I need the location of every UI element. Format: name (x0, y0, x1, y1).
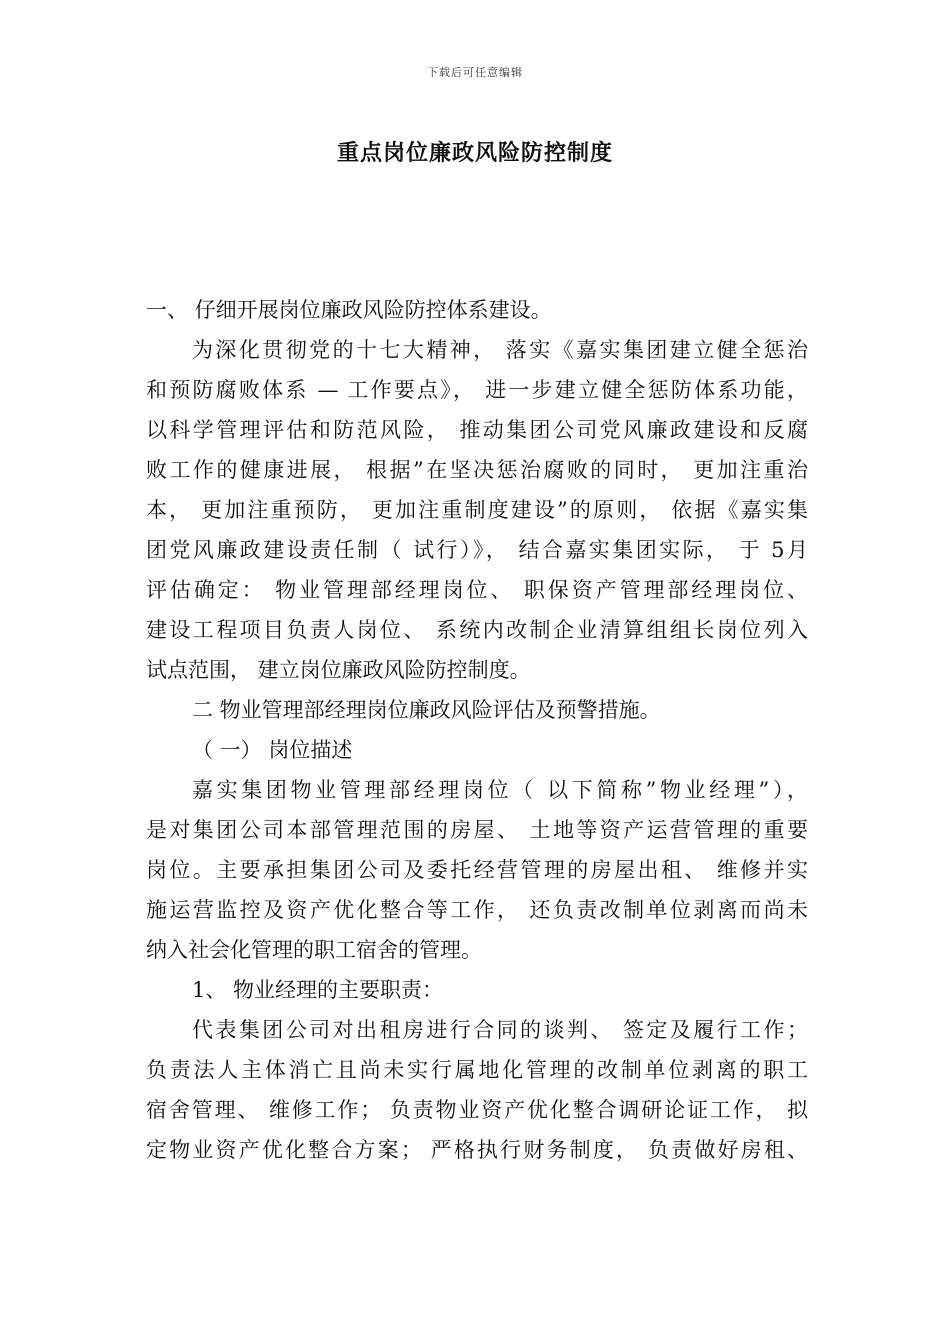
paragraph-line: 宿舍管理、 维修工作； 负责物业资产优化整合调研论证工作， 拟 (146, 1098, 808, 1122)
paragraph-line: 评估确定： 物业管理部经理岗位、 职保资产管理部经理岗位、 (146, 578, 808, 602)
paragraph-line: 嘉实集团物业管理部经理岗位（ 以下简称”物业经理”）， (192, 778, 808, 802)
paragraph-line: 负责法人主体消亡且尚未实行属地化管理的改制单位剥离的职工 (146, 1058, 808, 1082)
paragraph-line: 为深化贯彻党的十七大精神， 落实《嘉实集团建立健全惩治 (192, 338, 808, 362)
paragraph-line: 一、 仔细开展岗位廉政风险防控体系建设。 (146, 298, 552, 322)
document-body (146, 290, 808, 1170)
paragraph-line: 岗位。主要承担集团公司及委托经营管理的房屋出租、 维修并实 (146, 858, 808, 882)
paragraph-line: 败工作的健康进展， 根据”在坚决惩治腐败的同时， 更加注重治 (146, 458, 808, 482)
document-title: 重点岗位廉政风险防控制度 (336, 141, 613, 166)
paragraph-line: （ 一） 岗位描述 (192, 738, 353, 762)
header-note: 下载后可任意编辑 (427, 66, 523, 79)
paragraph-line: 1、 物业经理的主要职责： (192, 978, 444, 1002)
paragraph-line: 是对集团公司本部管理范围的房屋、 土地等资产运营管理的重要 (146, 818, 808, 842)
paragraph-line: 二 物业管理部经理岗位廉政风险评估及预警措施。 (192, 698, 661, 722)
paragraph-line: 纳入社会化管理的职工宿舍的管理。 (146, 938, 482, 962)
paragraph-line: 定物业资产优化整合方案； 严格执行财务制度， 负责做好房租、 (146, 1138, 808, 1162)
paragraph-line: 以科学管理评估和防范风险， 推动集团公司党风廉政建设和反腐 (146, 418, 808, 442)
paragraph-line: 施运营监控及资产优化整合等工作， 还负责改制单位剥离而尚未 (146, 898, 808, 922)
paragraph-line: 和预防腐败体系 — 工作要点》， 进一步建立健全惩防体系功能， (146, 378, 808, 402)
paragraph-line: 试点范围， 建立岗位廉政风险防控制度。 (146, 658, 531, 682)
paragraph-line: 团党风廉政建设责任制（ 试行）》， 结合嘉实集团实际， 于 5月 (146, 538, 808, 562)
paragraph-line: 本， 更加注重预防， 更加注重制度建设”的原则， 依据《嘉实集 (146, 498, 808, 522)
paragraph-line: 代表集团公司对出租房进行合同的谈判、 签定及履行工作； (192, 1018, 808, 1042)
paragraph-line: 建设工程项目负责人岗位、 系统内改制企业清算组组长岗位列入 (146, 618, 808, 642)
